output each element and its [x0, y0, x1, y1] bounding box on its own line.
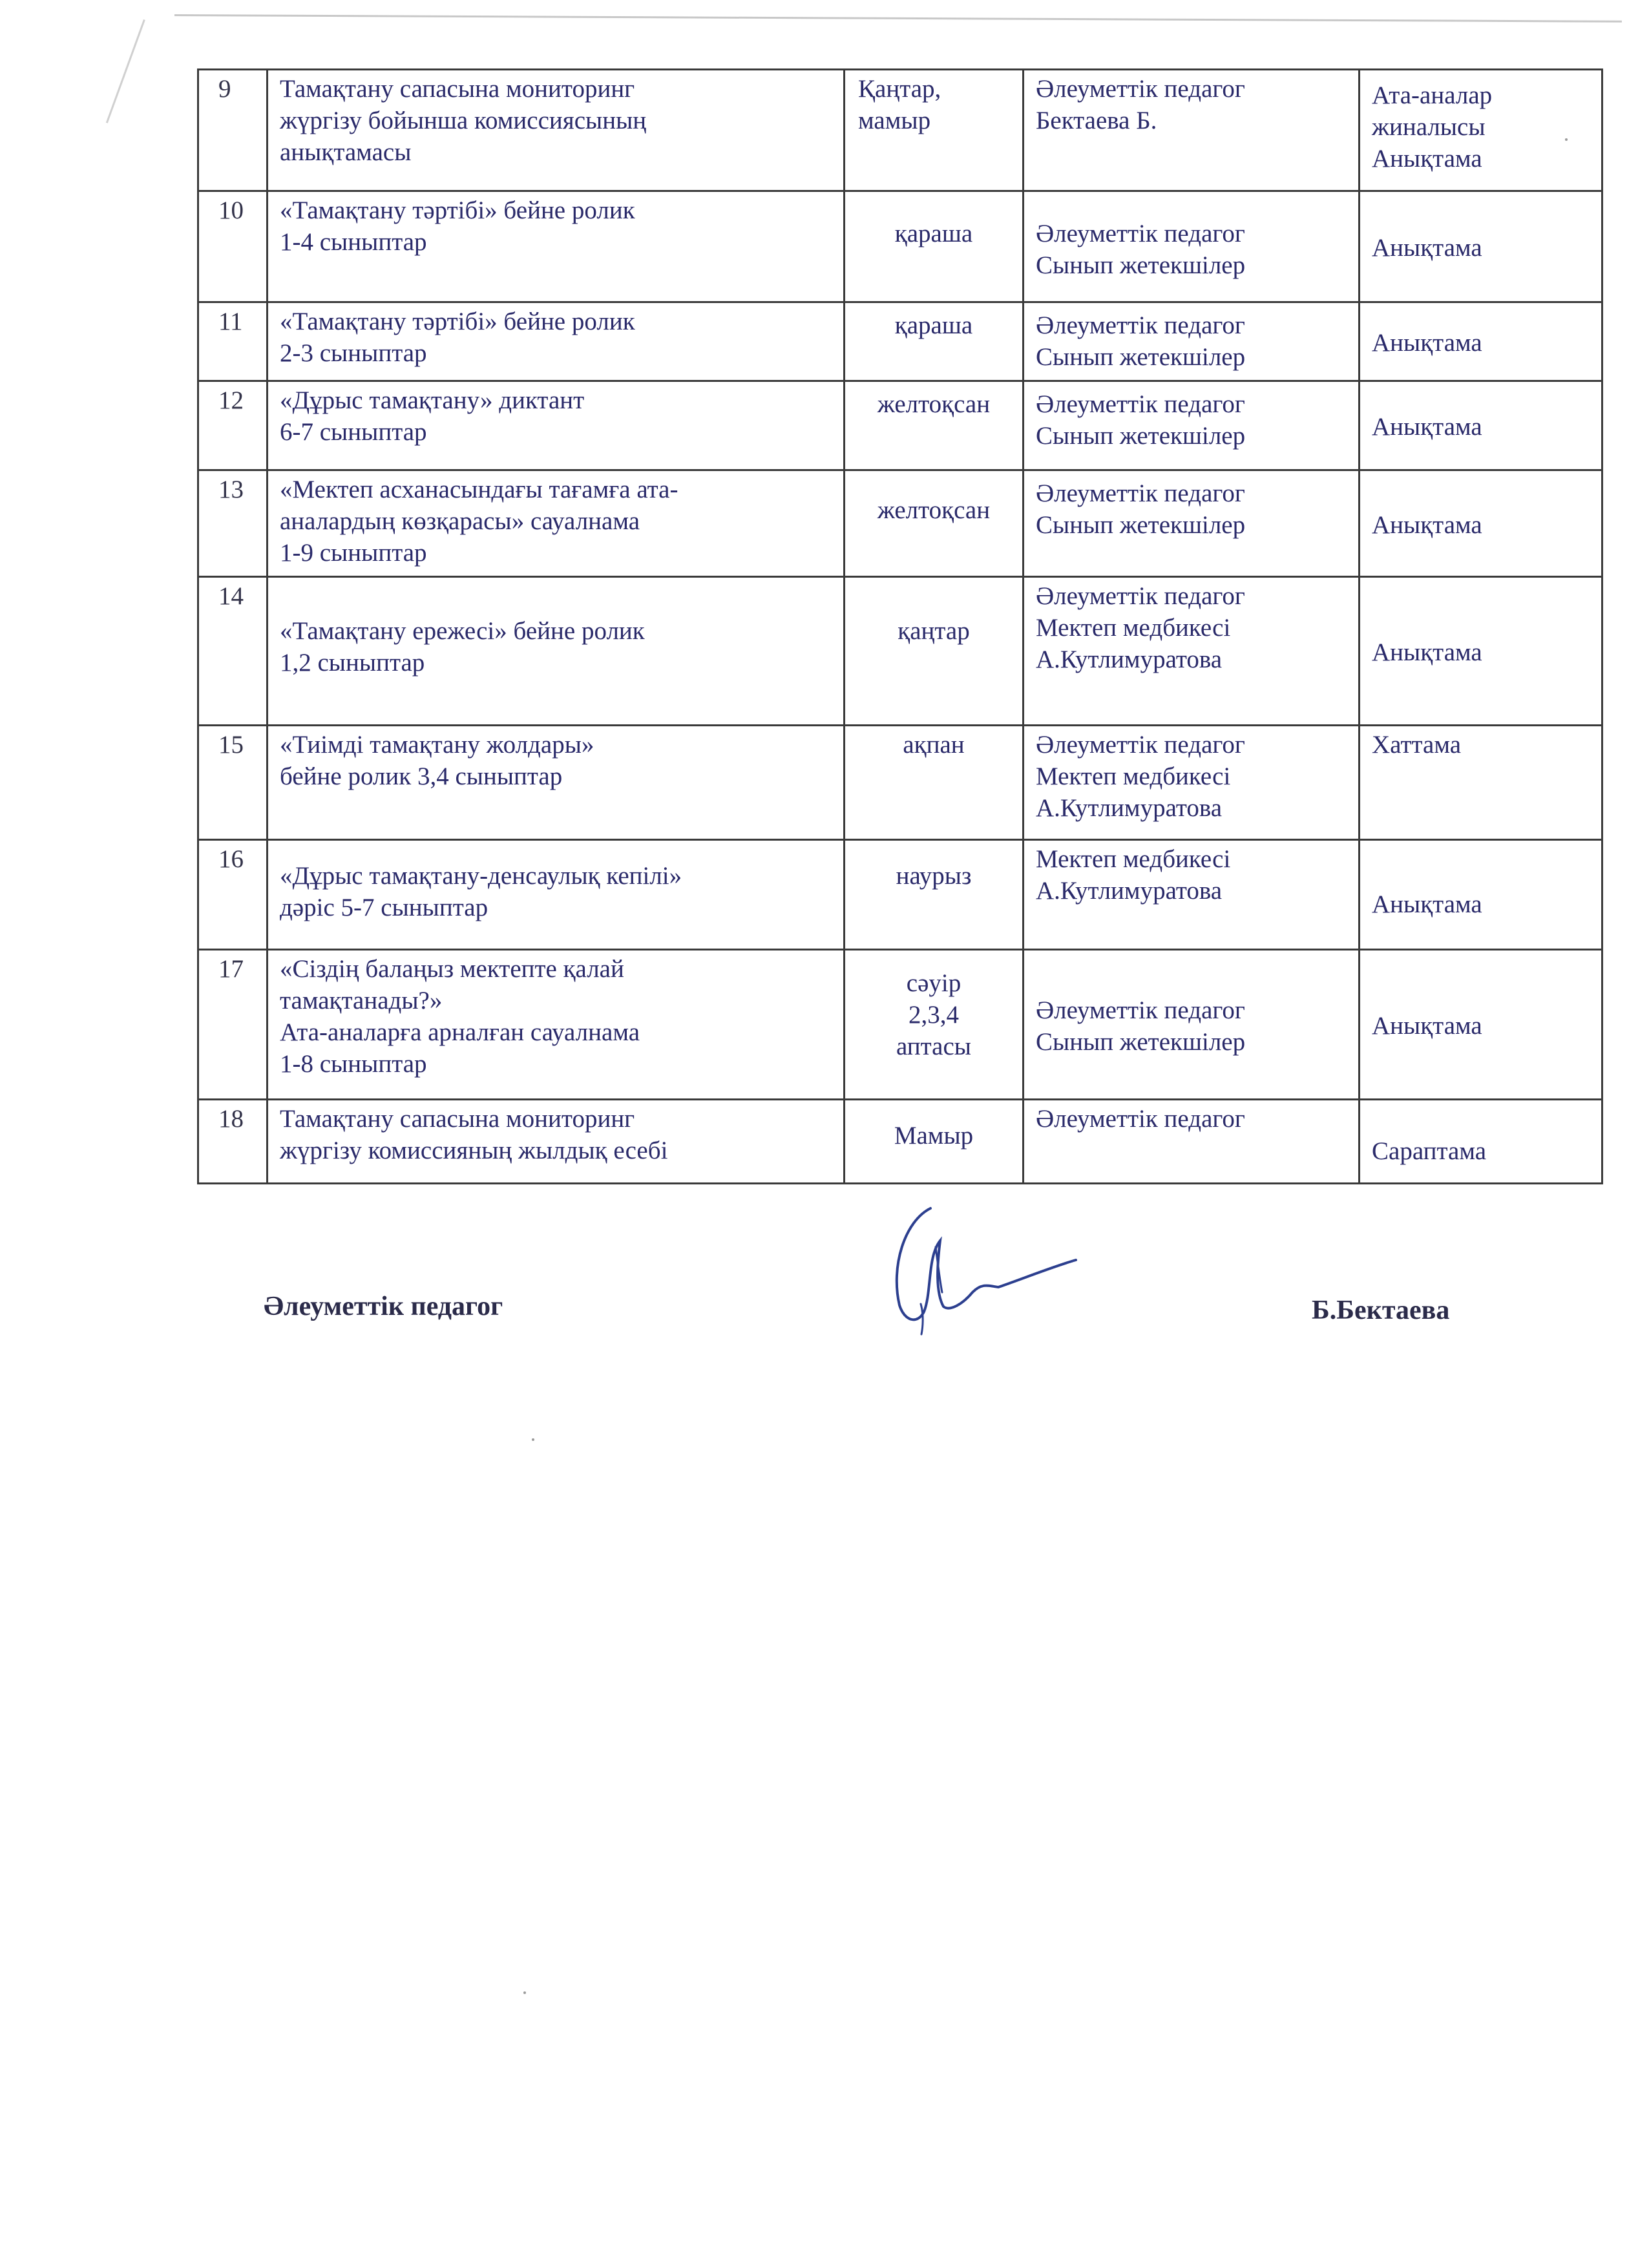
- event-cell: «Дұрыс тамақтану» диктант 6-7 сыныптар: [268, 381, 845, 470]
- event-cell: «Тамақтану тәртібі» бейне ролик 2-3 сыныптар: [268, 302, 845, 381]
- row-number: 15: [198, 726, 268, 840]
- row-number: 18: [198, 1100, 268, 1184]
- responsible-cell: Әлеуметтік педагог: [1024, 1100, 1360, 1184]
- row-number: 14: [198, 577, 268, 726]
- timing-cell: сәуір 2,3,4 аптасы: [845, 950, 1024, 1100]
- responsible-cell: Әлеуметтік педагог Сынып жетекшілер: [1024, 302, 1360, 381]
- result-cell: Анықтама: [1360, 950, 1602, 1100]
- table-row: [198, 191, 1602, 302]
- timing-cell: Қаңтар, мамыр: [845, 70, 1024, 191]
- timing-cell: қаңтар: [845, 577, 1024, 726]
- table-row: [198, 950, 1602, 1100]
- scan-edge-left: [106, 19, 145, 123]
- timing-cell: желтоқсан: [845, 381, 1024, 470]
- timing-cell: наурыз: [845, 840, 1024, 950]
- scan-speck: [523, 1991, 526, 1994]
- event-cell: «Мектеп асханасындағы тағамға ата- аналардың көзқарасы» сауалнама 1-9 сыныптар: [268, 470, 845, 577]
- result-cell: Анықтама: [1360, 191, 1602, 302]
- timing-cell: қараша: [845, 191, 1024, 302]
- timing-cell: Мамыр: [845, 1100, 1024, 1184]
- event-cell: «Тамақтану тәртібі» бейне ролик 1-4 сыныптар: [268, 191, 845, 302]
- signature-mark: [859, 1195, 1079, 1338]
- timing-cell: қараша: [845, 302, 1024, 381]
- table-row: [198, 70, 1602, 191]
- scan-speck: [532, 1438, 534, 1441]
- event-cell: Тамақтану сапасына мониторинг жүргізу бойынша комиссиясының анықтамасы: [268, 70, 845, 191]
- result-cell: Хаттама: [1360, 726, 1602, 840]
- responsible-cell: Әлеуметтік педагог Сынып жетекшілер: [1024, 191, 1360, 302]
- table-row: [198, 840, 1602, 950]
- event-cell: «Дұрыс тамақтану-денсаулық кепілі» дәріс 5-7 сыныптар: [268, 840, 845, 950]
- event-cell: «Тамақтану ережесі» бейне ролик 1,2 сыныптар: [268, 577, 845, 726]
- responsible-cell: Әлеуметтік педагог Мектеп медбикесі А.Кутлимуратова: [1024, 577, 1360, 726]
- result-cell: Анықтама: [1360, 840, 1602, 950]
- table-row: [198, 577, 1602, 726]
- responsible-cell: Әлеуметтік педагог Мектеп медбикесі А.Кутлимуратова: [1024, 726, 1360, 840]
- responsible-cell: Әлеуметтік педагог Бектаева Б.: [1024, 70, 1360, 191]
- event-cell: «Тиімді тамақтану жолдары» бейне ролик 3,4 сыныптар: [268, 726, 845, 840]
- result-cell: Ата-аналар жиналысы Анықтама: [1360, 70, 1602, 191]
- responsible-cell: Әлеуметтік педагог Сынып жетекшілер: [1024, 381, 1360, 470]
- event-cell: «Сіздің балаңыз мектепте қалай тамақтанады?» Ата-аналарға арналған сауалнама 1-8 сыныптар: [268, 950, 845, 1100]
- row-number: 16: [198, 840, 268, 950]
- scan-speck: [1565, 138, 1568, 141]
- row-number: 17: [198, 950, 268, 1100]
- event-cell: Тамақтану сапасына мониторинг жүргізу комиссияның жылдық есебі: [268, 1100, 845, 1184]
- result-cell: Анықтама: [1360, 381, 1602, 470]
- responsible-cell: Мектеп медбикесі А.Кутлимуратова: [1024, 840, 1360, 950]
- scan-edge-top: [174, 14, 1622, 23]
- responsible-cell: Әлеуметтік педагог Сынып жетекшілер: [1024, 470, 1360, 577]
- row-number: 11: [198, 302, 268, 381]
- table-row: [198, 381, 1602, 470]
- events-plan-table: [197, 68, 1603, 1184]
- table-row: [198, 726, 1602, 840]
- result-cell: Анықтама: [1360, 470, 1602, 577]
- row-number: 12: [198, 381, 268, 470]
- table-row: [198, 470, 1602, 577]
- row-number: 10: [198, 191, 268, 302]
- responsible-cell: Әлеуметтік педагог Сынып жетекшілер: [1024, 950, 1360, 1100]
- result-cell: Анықтама: [1360, 577, 1602, 726]
- signer-role: Әлеуметтік педагог: [264, 1292, 503, 1321]
- timing-cell: желтоқсан: [845, 470, 1024, 577]
- row-number: 9: [198, 70, 268, 191]
- result-cell: Анықтама: [1360, 302, 1602, 381]
- row-number: 13: [198, 470, 268, 577]
- timing-cell: ақпан: [845, 726, 1024, 840]
- table-row: [198, 302, 1602, 381]
- table-row: [198, 1100, 1602, 1184]
- signer-name: Б.Бектаева: [1312, 1296, 1450, 1325]
- result-cell: Сараптама: [1360, 1100, 1602, 1184]
